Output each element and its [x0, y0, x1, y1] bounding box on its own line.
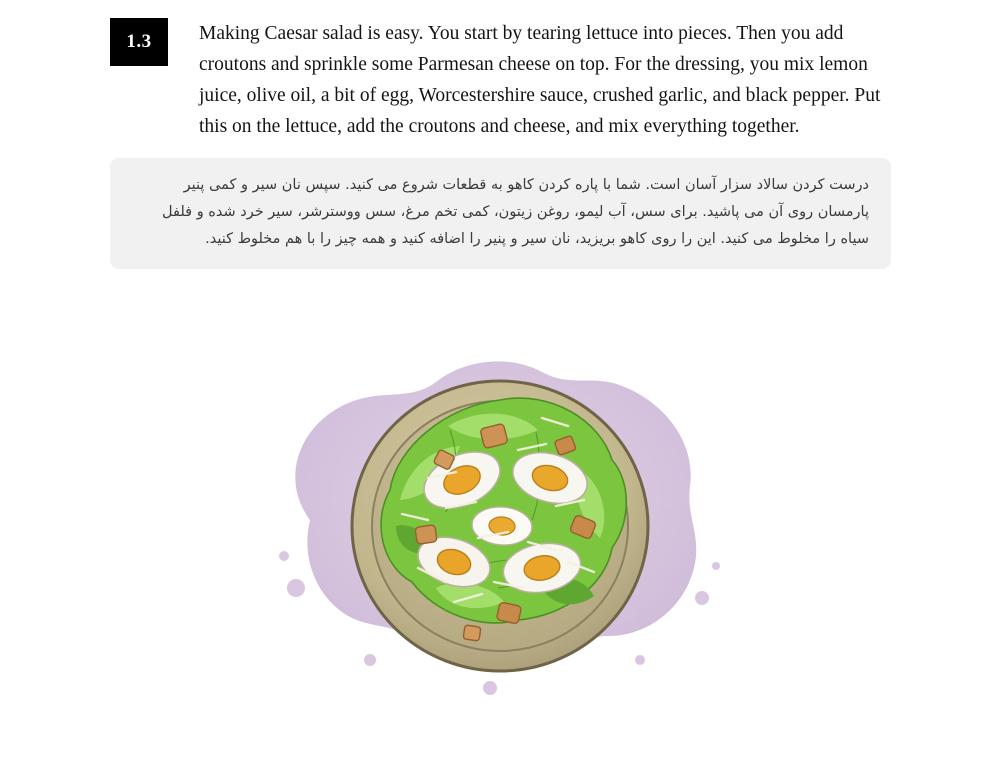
lesson-number-badge: 1.3: [110, 18, 168, 66]
caesar-salad-bowl-illustration: [250, 330, 750, 750]
lesson-english-paragraph: Making Caesar salad is easy. You start by tearing lettuce into pieces. Then you add croutons and sprinkle some Parmesan cheese on top. For the dressing, you mix lemon juice, olive oil, a bit of egg, Worcestershire sauce, crushed garlic, and black pepper. Put this on the lettuce, add the croutons and cheese, and mix everything together.: [199, 23, 881, 137]
lesson-block: [0, 18, 1000, 142]
translation-panel: [110, 158, 891, 269]
translation-paragraph: درست کردن سالاد سزار آسان است. شما با پاره کردن کاهو به قطعات شروع می کنید. سپس نان سیر و کمی پنیر پارمسان روی آن می پاشید. برای سس، آب لیمو، روغن زیتون، کمی تخم مرغ، سس ووسترشر، سیر خرد شده و فلفل سیاه را مخلوط می کنید. این را روی کاهو بریزید، نان سیر و پنیر را اضافه کنید و همه چیز را با هم مخلوط کنید.: [162, 177, 869, 247]
